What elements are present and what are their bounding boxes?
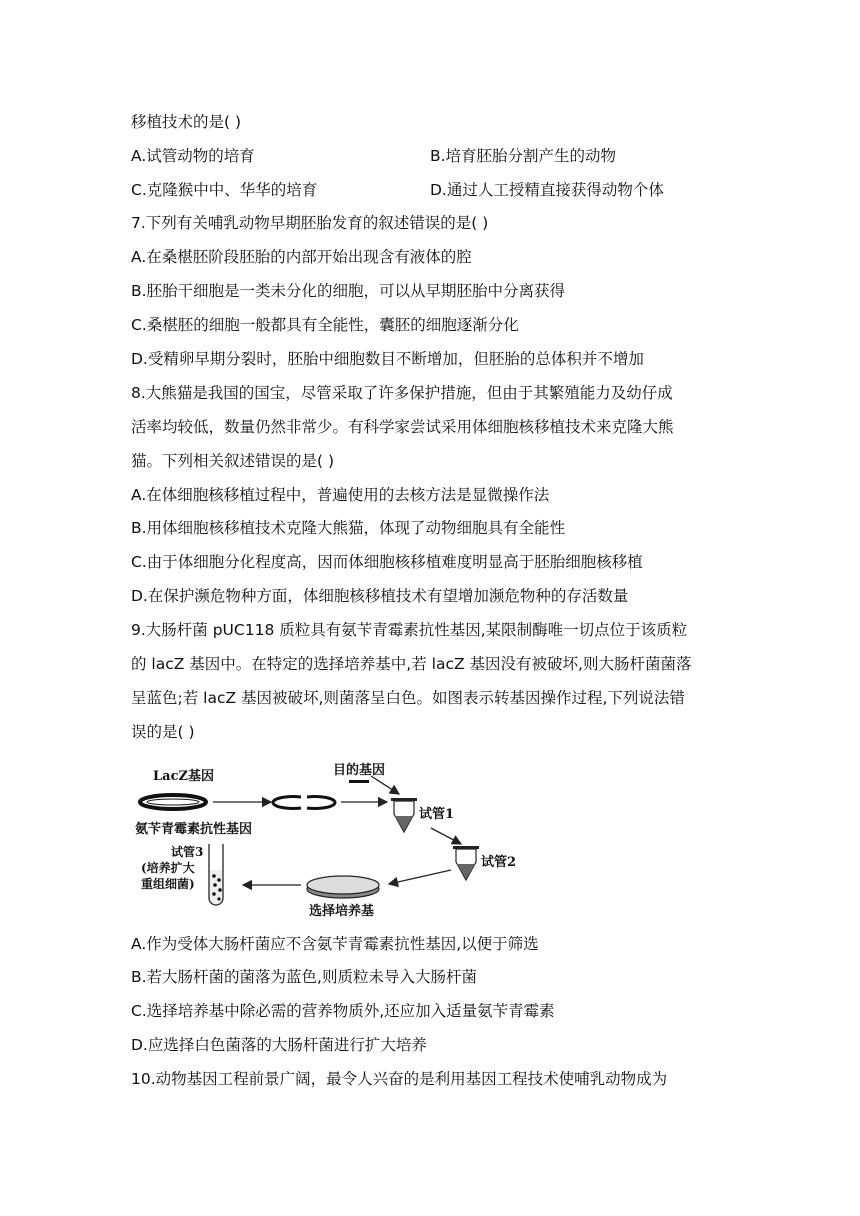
- tube-2-label: 试管2: [481, 855, 517, 870]
- tube-3-label: 试管3: [171, 845, 204, 859]
- q8-option-a: A.在体细胞核移植过程中，普遍使用的去核方法是显微操作法: [131, 486, 550, 504]
- q6-option-a: A.试管动物的培育: [131, 147, 255, 165]
- q7-option-b: B.胚胎干细胞是一类未分化的细胞，可以从早期胚胎中分离获得: [131, 282, 566, 300]
- plasmid-icon: [140, 795, 206, 809]
- q8-stem-line-1: 8.大熊猫是我国的国宝，尽管采取了许多保护措施，但由于其繁殖能力及幼仔成: [131, 384, 673, 402]
- selection-medium-label: 选择培养基: [309, 904, 375, 919]
- q9-stem-line-4: 误的是( ): [131, 723, 195, 741]
- q9-stem-line-3: 呈蓝色;若 lacZ 基因被破坏,则菌落呈白色。如图表示转基因操作过程,下列说法错: [131, 689, 685, 707]
- q9-option-d: D.应选择白色菌落的大肠杆菌进行扩大培养: [131, 1036, 427, 1054]
- tube-1-icon: [391, 798, 417, 832]
- target-gene-fragment: [349, 780, 369, 783]
- amp-gene-label: 氨苄青霉素抗性基因: [135, 822, 253, 837]
- gene-transfer-figure: [131, 752, 531, 924]
- q6-option-d: D.通过人工授精直接获得动物个体: [430, 181, 664, 199]
- q7-option-a: A.在桑椹胚阶段胚胎的内部开始出现含有液体的腔: [131, 248, 472, 266]
- tube-1-label: 试管1: [419, 807, 455, 822]
- q8-option-b: B.用体细胞核移植技术克隆大熊猫，体现了动物细胞具有全能性: [131, 519, 566, 537]
- q7-option-c: C.桑椹胚的细胞一般都具有全能性，囊胚的细胞逐渐分化: [131, 316, 519, 334]
- tube-3-icon: [209, 844, 223, 905]
- q7-option-d: D.受精卵早期分裂时，胚胎中细胞数目不断增加，但胚胎的总体积并不增加: [131, 350, 644, 368]
- q9-option-b: B.若大肠杆菌的菌落为蓝色,则质粒未导入大肠杆菌: [131, 968, 477, 986]
- tube-3-note-2: 重组细菌): [141, 877, 195, 891]
- q6-option-c: C.克隆猴中中、华华的培育: [131, 181, 318, 199]
- q10-stem: 10.动物基因工程前景广阔，最令人兴奋的是利用基因工程技术使哺乳动物成为: [131, 1070, 668, 1088]
- cut-plasmid-icon: [273, 797, 301, 809]
- q6-stem-tail: 移植技术的是( ): [131, 113, 242, 131]
- q8-option-d: D.在保护濒危物种方面，体细胞核移植技术有望增加濒危物种的存活数量: [131, 587, 629, 605]
- petri-dish-icon: [307, 876, 379, 898]
- q9-stem-line-2: 的 lacZ 基因中。在特定的选择培养基中,若 lacZ 基因没有被破坏,则大肠杆菌菌落: [131, 655, 692, 673]
- q7-stem: 7.下列有关哺乳动物早期胚胎发育的叙述错误的是( ): [131, 214, 489, 232]
- lacz-label: LacZ基因: [153, 769, 214, 784]
- q9-option-c: C.选择培养基中除必需的营养物质外,还应加入适量氨苄青霉素: [131, 1002, 555, 1020]
- tube-2-icon: [453, 846, 479, 880]
- q8-option-c: C.由于体细胞分化程度高，因而体细胞核移植难度明显高于胚胎细胞核移植: [131, 553, 643, 571]
- arrow-3: [431, 828, 461, 844]
- q9-stem-line-1: 9.大肠杆菌 pUC118 质粒具有氨苄青霉素抗性基因,某限制酶唯一切点位于该质粒: [131, 621, 688, 639]
- q8-stem-line-3: 猫。下列相关叙述错误的是( ): [131, 452, 335, 470]
- tube-3-note-1: (培养扩大: [141, 861, 195, 875]
- arrow-target: [371, 776, 399, 794]
- q6-option-b: B.培育胚胎分割产生的动物: [430, 147, 617, 165]
- target-gene-label: 目的基因: [333, 763, 386, 778]
- q9-option-a: A.作为受体大肠杆菌应不含氨苄青霉素抗性基因,以便于筛选: [131, 935, 539, 953]
- q8-stem-line-2: 活率均较低，数量仍然非常少。有科学家尝试采用体细胞核移植技术来克隆大熊: [131, 418, 674, 436]
- arrow-4: [389, 870, 451, 884]
